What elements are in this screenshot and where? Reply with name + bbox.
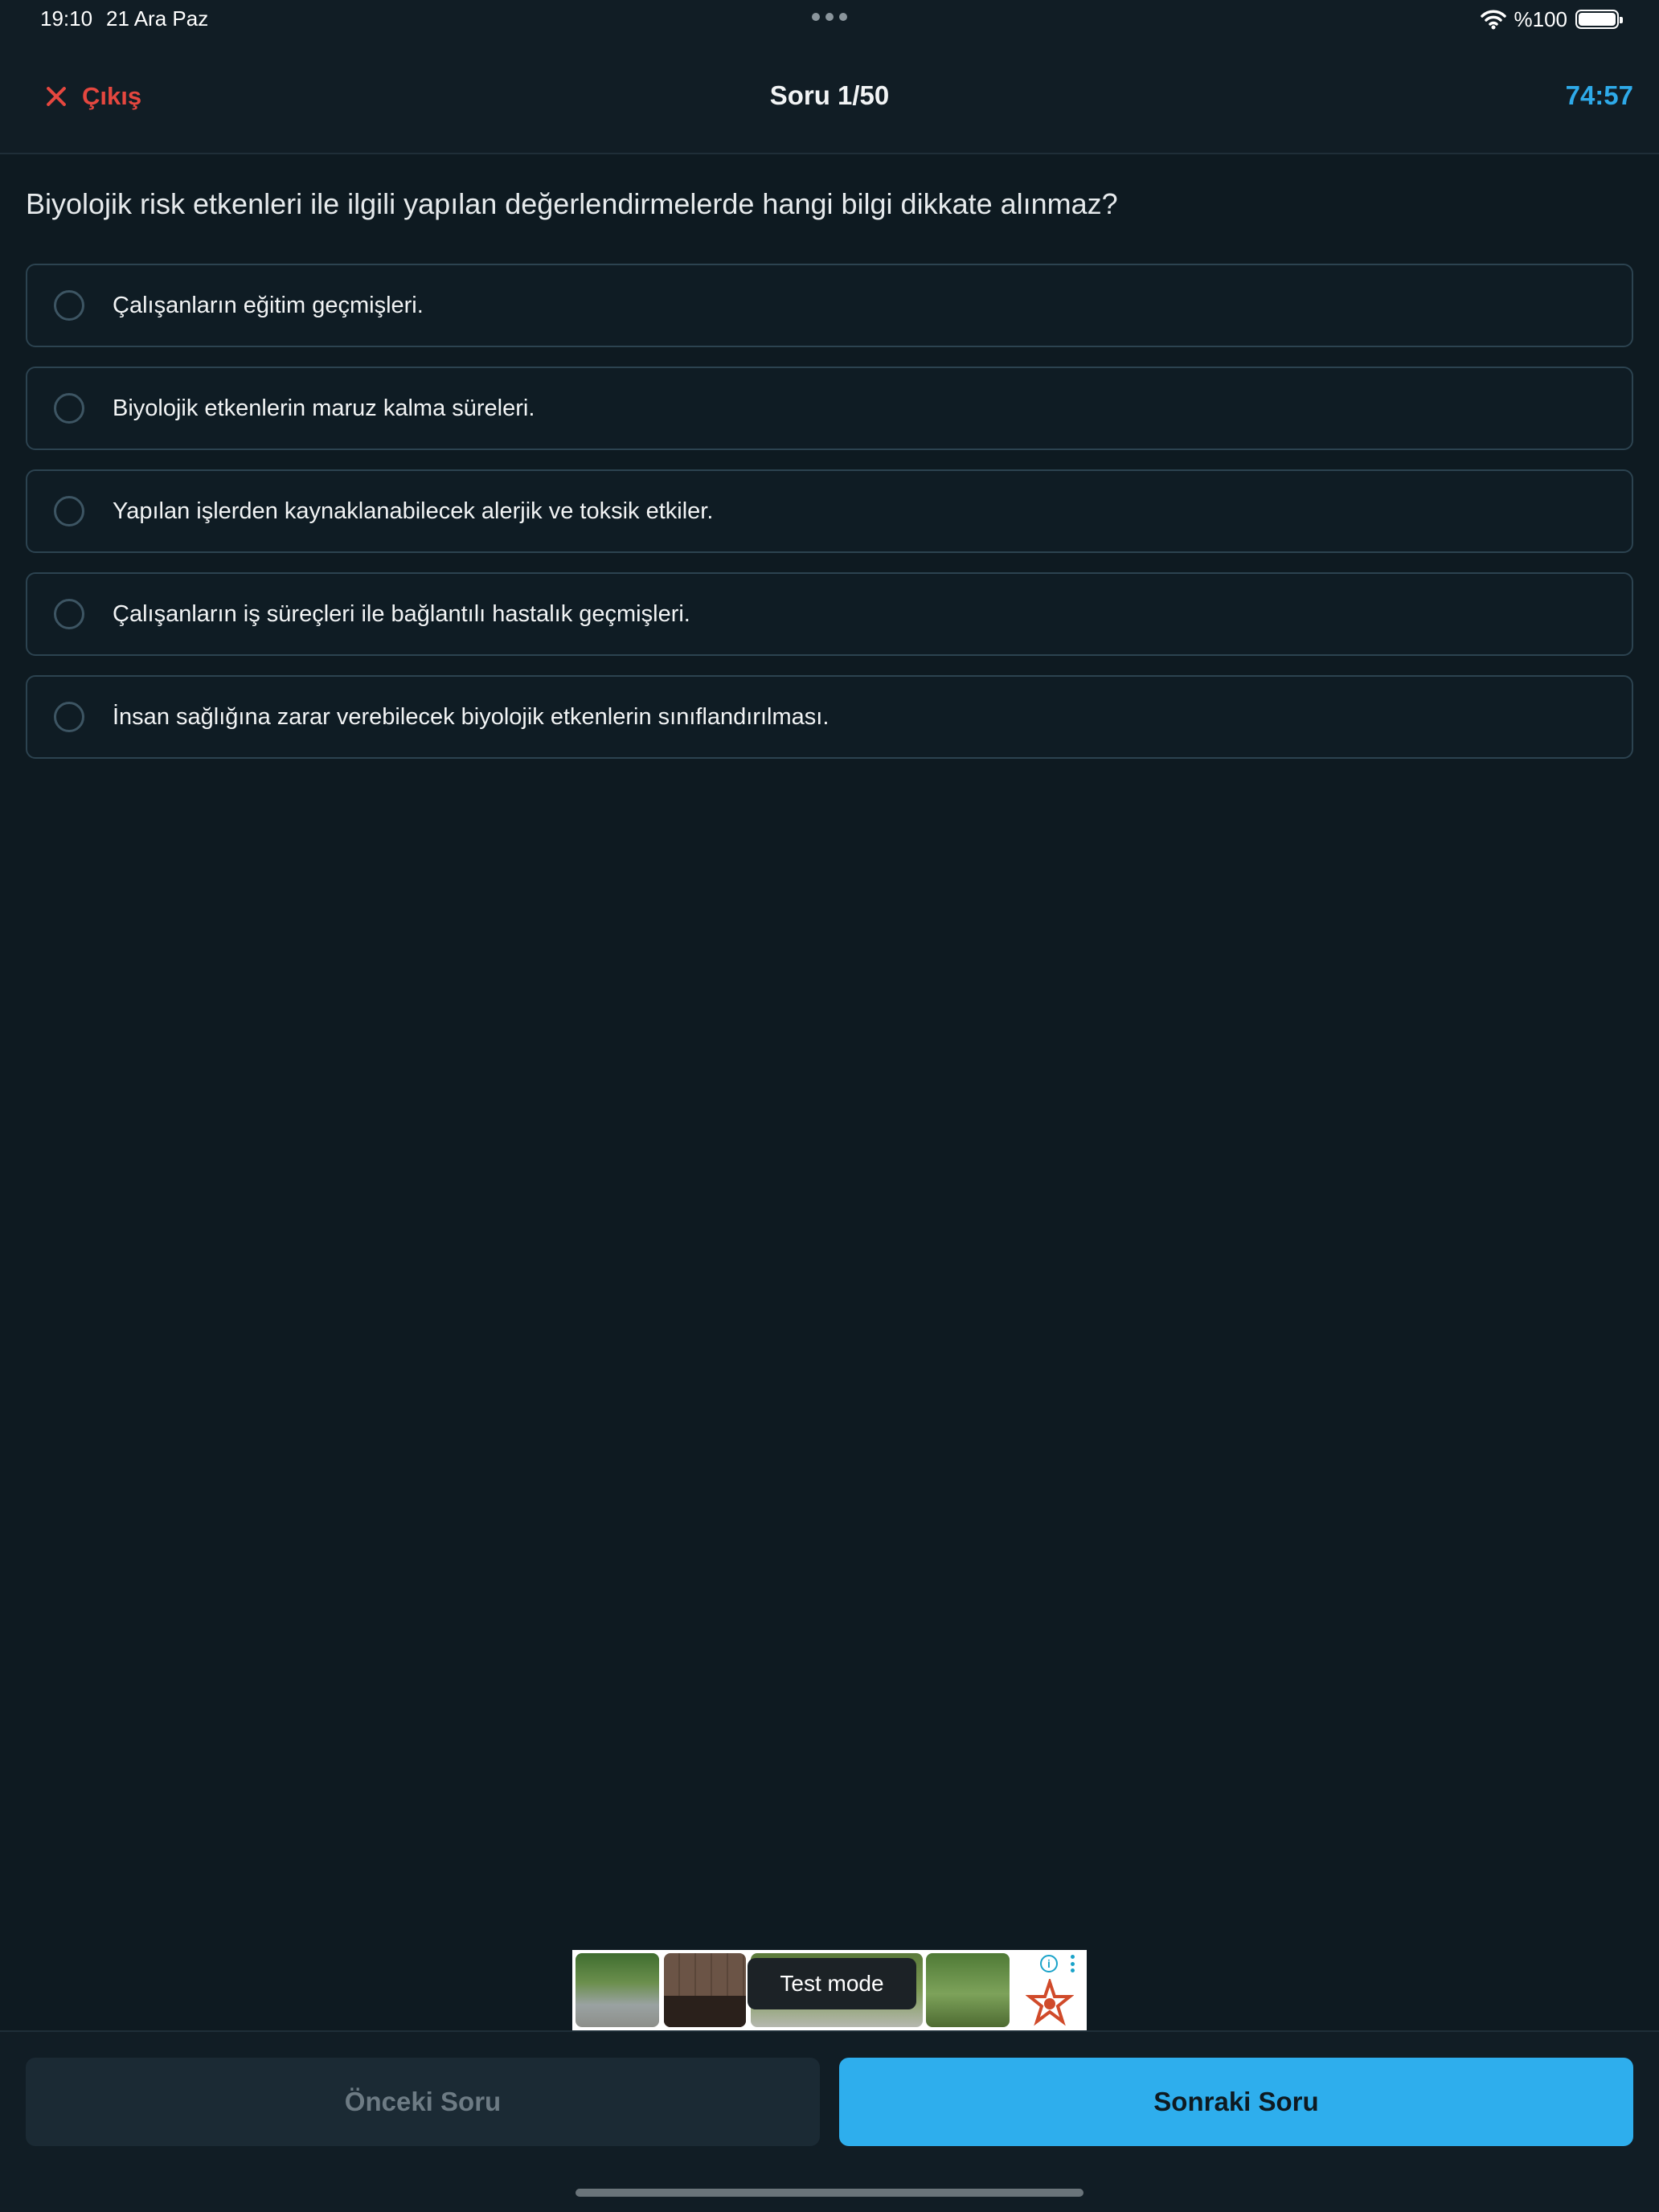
previous-question-button[interactable]: Önceki Soru [26, 2058, 820, 2146]
page-title: Soru 1/50 [769, 80, 890, 110]
radio-button[interactable] [54, 290, 84, 321]
ad-more-icon[interactable] [1071, 1955, 1075, 1972]
exit-label: Çıkış [82, 82, 142, 110]
answer-option-label: İnsan sağlığına zarar verebilecek biyolojik etkenlerin sınıflandırılması. [113, 703, 830, 730]
answer-option-label: Çalışanların iş süreçleri ile bağlantılı hastalık geçmişleri. [113, 600, 690, 627]
answer-option-label: Yapılan işlerden kaynaklanabilecek alerjik ve toksik etkiler. [113, 498, 714, 524]
wifi-icon [1481, 9, 1506, 30]
bottom-navigation [0, 2030, 1659, 2212]
radio-button[interactable] [54, 702, 84, 732]
multitasking-dots-icon[interactable] [812, 13, 847, 23]
home-indicator[interactable] [576, 2189, 1083, 2197]
ad-image-garden-set[interactable] [926, 1953, 1010, 2027]
answer-option[interactable] [26, 367, 1633, 450]
answer-option[interactable] [26, 572, 1633, 656]
ad-image-garden-furniture[interactable] [576, 1953, 659, 2027]
ad-banner[interactable] [572, 1950, 1087, 2030]
timer: 74:57 [1565, 80, 1633, 110]
status-bar [0, 0, 1659, 39]
battery-icon [1575, 10, 1619, 29]
answer-option[interactable] [26, 469, 1633, 553]
radio-button[interactable] [54, 599, 84, 629]
ad-info-icon[interactable]: i [1040, 1955, 1058, 1972]
status-right [1481, 6, 1620, 32]
question-text: Biyolojik risk etkenleri ile ilgili yapılan değerlendirmelerde hangi bilgi dikkate alınmaz? [26, 187, 1118, 220]
answer-option[interactable] [26, 675, 1633, 759]
status-time: 19:10 [40, 6, 93, 31]
answer-option-label: Biyolojik etkenlerin maruz kalma süreleri. [113, 395, 535, 421]
ad-test-mode-label: Test mode [748, 1958, 916, 2009]
next-question-button[interactable]: Sonraki Soru [839, 2058, 1633, 2146]
radio-button[interactable] [54, 393, 84, 424]
answer-option[interactable] [26, 264, 1633, 347]
status-date: 21 Ara Paz [106, 6, 209, 31]
radio-button[interactable] [54, 496, 84, 526]
battery-percentage: %100 [1514, 6, 1567, 31]
header [0, 39, 1659, 154]
answer-options [26, 264, 1633, 778]
answer-option-label: Çalışanların eğitim geçmişleri. [113, 292, 424, 318]
ad-brand-logo-icon[interactable] [1026, 1979, 1074, 2027]
ad-image-headboard[interactable] [664, 1953, 746, 2027]
